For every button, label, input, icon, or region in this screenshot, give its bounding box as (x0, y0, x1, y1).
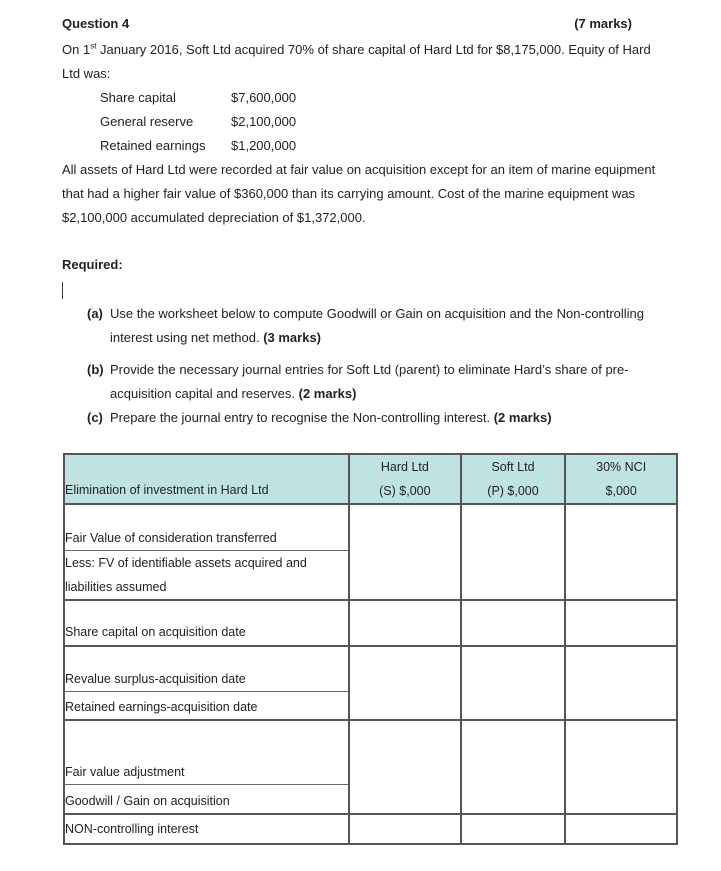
input-cell-hard[interactable] (349, 504, 461, 600)
input-cell-nci[interactable] (565, 720, 677, 814)
input-cell-hard[interactable] (349, 600, 461, 646)
part-marks: (3 marks) (263, 330, 322, 345)
worksheet-header-row (64, 454, 677, 504)
equity-value: $1,200,000 (231, 138, 297, 153)
row-label-retained-earnings: Retained earnings-acquisition date (65, 700, 258, 714)
part-label: (a) (87, 306, 103, 321)
text-cursor (62, 282, 63, 299)
part-c (87, 406, 647, 430)
row-label-fv-consideration: Fair Value of consideration transferred (65, 526, 348, 551)
equity-row-general-reserve (100, 110, 320, 134)
required-heading: Required: (62, 257, 123, 272)
header-hard-line2: (S) $,000 (379, 484, 431, 498)
row-label-cell (64, 646, 349, 720)
part-text: Use the worksheet below to compute Goodwill or Gain on acquisition and the Non-controlling interest using net method. (110, 306, 645, 345)
input-cell-hard[interactable] (349, 646, 461, 720)
input-cell-nci[interactable] (565, 504, 677, 600)
equity-label: General reserve (100, 114, 194, 129)
row-label-cell (64, 600, 349, 646)
row-label-revalue-surplus: Revalue surplus-acquisition date (65, 667, 348, 692)
row-label-nci: NON-controlling interest (65, 822, 199, 836)
part-marks: (2 marks) (298, 386, 357, 401)
row-label-goodwill: Goodwill / Gain on acquisition (65, 794, 230, 808)
equity-row-retained-earnings (100, 134, 320, 158)
table-row (64, 814, 677, 844)
intro-superscript: st (90, 41, 97, 51)
required-parts (87, 302, 647, 430)
row-label-cell (64, 504, 349, 600)
part-a (87, 302, 647, 350)
header-nci-line2: $,000 (605, 484, 637, 498)
row-label-cell (64, 814, 349, 844)
intro-text-start: On 1 (62, 42, 91, 57)
input-cell-soft[interactable] (461, 504, 566, 600)
input-cell-hard[interactable] (349, 720, 461, 814)
header-nci-line1: 30% NCI (596, 460, 647, 474)
part-marks: (2 marks) (493, 410, 552, 425)
input-cell-soft[interactable] (461, 646, 566, 720)
header-hard-ltd (349, 454, 461, 504)
row-label-less-fv-assets: Less: FV of identifiable assets acquired and liabilities assumed (65, 556, 307, 594)
row-label-share-capital: Share capital on acquisition date (65, 625, 246, 639)
header-nci (565, 454, 677, 504)
header-hard-line1: Hard Ltd (380, 460, 429, 474)
input-cell-soft[interactable] (461, 600, 566, 646)
question-intro (62, 38, 662, 86)
header-soft-line1: Soft Ltd (491, 460, 535, 474)
part-text: Prepare the journal entry to recognise the Non-controlling interest. (110, 410, 494, 425)
equity-value: $2,100,000 (231, 114, 297, 129)
table-row (64, 600, 677, 646)
header-soft-ltd (461, 454, 566, 504)
table-row (64, 720, 677, 814)
input-cell-hard[interactable] (349, 814, 461, 844)
fair-value-note: All assets of Hard Ltd were recorded at fair value on acquisition except for an item of marine equipment that had a higher fair value of $360,000 than its carrying amount. Cost of the marine equipment was $2,100,000 accumulated depreciation of $1,372,000. (62, 162, 656, 225)
question-marks: (7 marks) (574, 16, 632, 31)
question-header (62, 16, 632, 31)
row-label-cell (64, 720, 349, 814)
part-label: (c) (87, 410, 103, 425)
equity-list (100, 86, 320, 158)
intro-text-end: January 2016, Soft Ltd acquired 70% of share capital of Hard Ltd for $8,175,000. Equity of Hard Ltd was: (62, 42, 651, 81)
equity-label: Share capital (100, 90, 176, 105)
table-row (64, 504, 677, 600)
input-cell-nci[interactable] (565, 600, 677, 646)
input-cell-nci[interactable] (565, 646, 677, 720)
equity-value: $7,600,000 (231, 90, 297, 105)
question-title: Question 4 (62, 16, 130, 31)
header-label-cell (64, 454, 349, 504)
row-label-fair-value-adjustment: Fair value adjustment (65, 760, 348, 785)
table-row (64, 646, 677, 720)
equity-row-share-capital (100, 86, 320, 110)
part-b (87, 358, 647, 406)
elimination-worksheet (63, 453, 678, 845)
part-label: (b) (87, 362, 104, 377)
equity-label: Retained earnings (100, 138, 206, 153)
input-cell-soft[interactable] (461, 720, 566, 814)
input-cell-nci[interactable] (565, 814, 677, 844)
header-soft-line2: (P) $,000 (487, 484, 539, 498)
header-label: Elimination of investment in Hard Ltd (65, 483, 269, 497)
part-text: Provide the necessary journal entries for Soft Ltd (parent) to eliminate Hard’s share of pre-acquisition capital and reserves. (110, 362, 629, 401)
input-cell-soft[interactable] (461, 814, 566, 844)
